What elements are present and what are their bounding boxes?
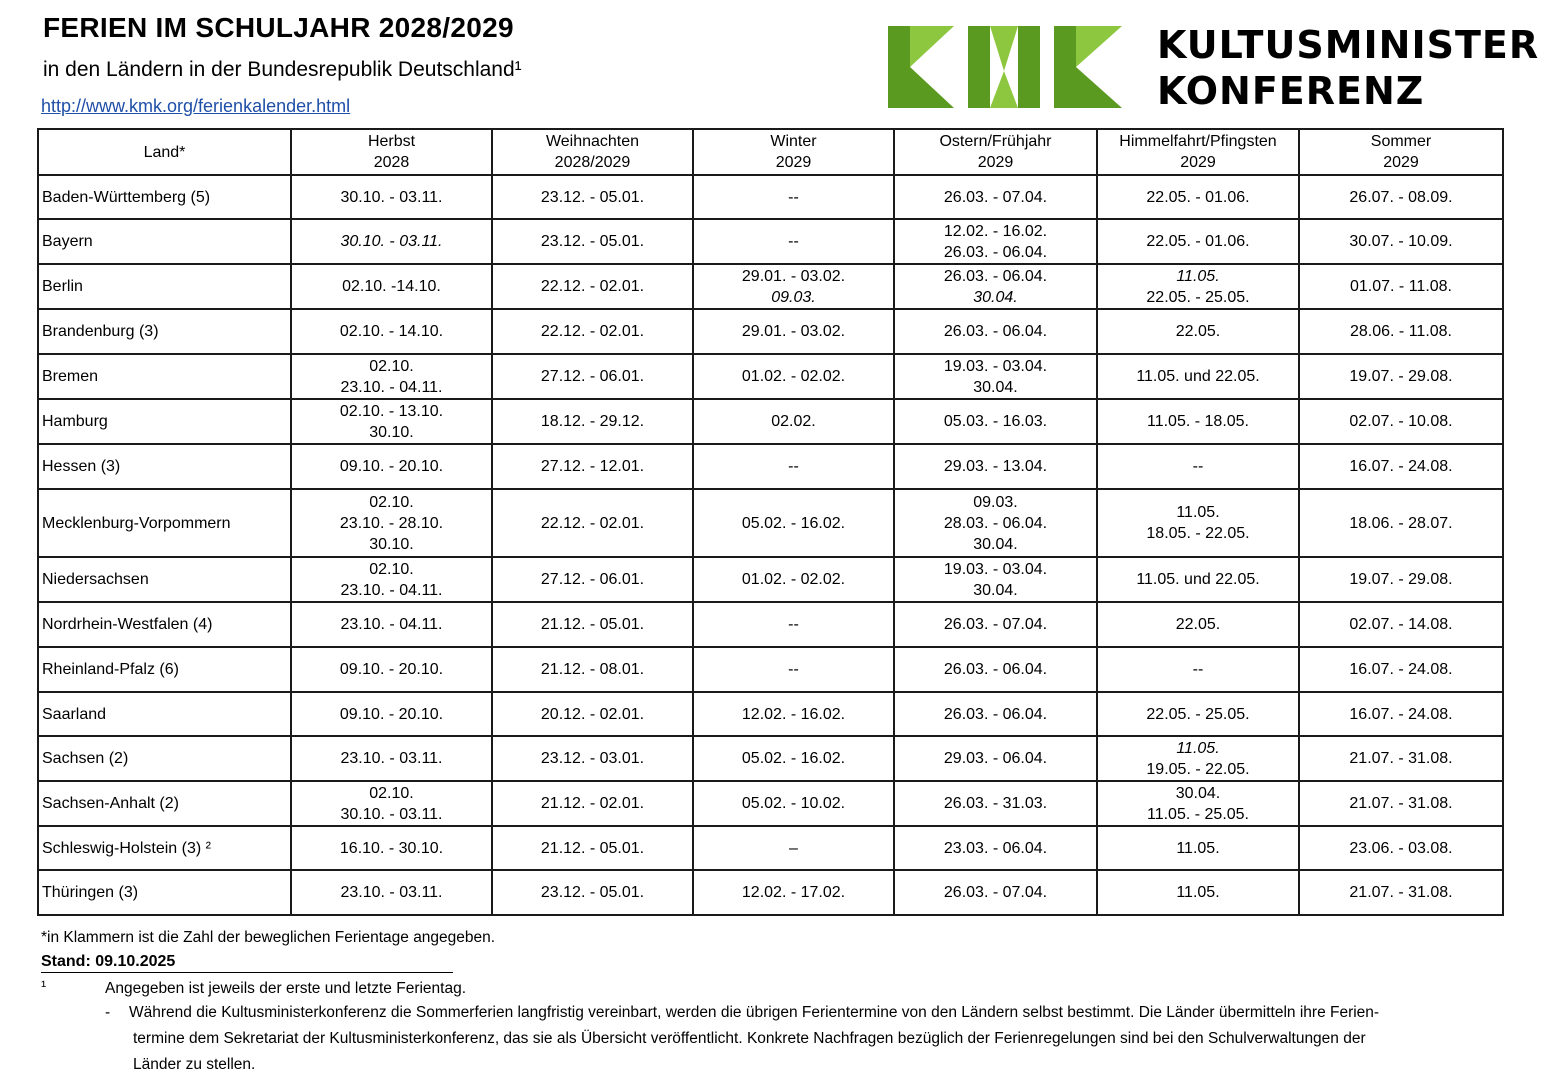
- table-row: [38, 647, 1503, 692]
- cell-line: 09.10. - 20.10.: [339, 661, 444, 678]
- land-cell: Bremen: [38, 354, 291, 399]
- herbst-cell: [291, 736, 492, 781]
- herbst-cell: [291, 444, 492, 489]
- winter-cell: [693, 781, 894, 826]
- sommer-cell: [1299, 444, 1503, 489]
- column-header-winter: Winter 2029: [693, 129, 894, 175]
- cell-line: 05.03. - 16.03.: [943, 413, 1048, 430]
- cell-line: 21.12. - 08.01.: [540, 661, 645, 678]
- footnote-bullet-line-2: termine dem Sekretariat der Kultusministerkonferenz, das sie als Übersicht veröffentlicht. Konkrete Nachfragen bezüglich der Ferienregelungen sind bei den Schulverwaltungen der: [133, 1030, 1366, 1047]
- cell-line: 02.10. - 14.10.: [339, 323, 444, 340]
- winter-cell: [693, 692, 894, 736]
- cell-line: 21.12. - 05.01.: [540, 616, 645, 633]
- cell-line: 18.05. - 22.05.: [1146, 525, 1250, 542]
- cell-line: 23.10. - 03.11.: [340, 884, 443, 901]
- land-cell: Bayern: [38, 219, 291, 264]
- sommer-cell: [1299, 647, 1503, 692]
- sommer-cell: [1299, 264, 1503, 309]
- cell-line: 22.12. - 02.01.: [540, 278, 645, 295]
- cell-line: 11.05.: [1176, 839, 1220, 857]
- land-cell: Berlin: [38, 264, 291, 309]
- cell-line: 26.03. - 06.04.: [943, 661, 1048, 678]
- pfingsten-cell: [1097, 647, 1299, 692]
- weihnachten-cell: [492, 870, 693, 915]
- table-body: [38, 175, 1503, 915]
- weihnachten-cell: [492, 175, 693, 219]
- ostern-cell: [894, 309, 1097, 354]
- page-subtitle: in den Ländern in der Bundesrepublik Deutschland¹: [43, 58, 522, 81]
- footnote-bullet-line-1: Während die Kultusministerkonferenz die Sommerferien langfristig vereinbart, werden die übrigen Ferientermine von den Ländern selbst bestimmt. Die Länder übermitteln ihre Ferien-: [129, 1004, 1380, 1021]
- table-row: [38, 399, 1503, 444]
- pfingsten-cell: [1097, 175, 1299, 219]
- cell-line: 30.10. - 03.11.: [340, 805, 443, 823]
- logo-line-2: KONFERENZ: [1157, 69, 1425, 113]
- cell-line: 27.12. - 06.01.: [540, 571, 645, 588]
- cell-line: 02.02.: [771, 413, 816, 430]
- table-row: [38, 826, 1503, 870]
- sommer-cell: [1299, 602, 1503, 647]
- cell-line: 30.07. - 10.09.: [1349, 233, 1453, 250]
- cell-line: 27.12. - 12.01.: [540, 458, 645, 475]
- cell-line: 12.02. - 16.02.: [741, 705, 846, 723]
- ostern-cell: [894, 647, 1097, 692]
- cell-line: --: [788, 458, 799, 475]
- cell-line: 11.05.: [1176, 739, 1220, 757]
- cell-line: 26.07. - 08.09.: [1349, 188, 1453, 206]
- herbst-cell: [291, 219, 492, 264]
- cell-line: 22.05. - 01.06.: [1146, 188, 1250, 206]
- land-cell: Sachsen-Anhalt (2): [38, 781, 291, 826]
- sommer-cell: [1299, 309, 1503, 354]
- land-cell: Nordrhein-Westfalen (4): [38, 602, 291, 647]
- footnote-1-mark: ¹: [41, 978, 47, 995]
- herbst-cell: [291, 647, 492, 692]
- pfingsten-cell: [1097, 399, 1299, 444]
- table-row: [38, 444, 1503, 489]
- cell-line: 05.02. - 16.02.: [741, 514, 846, 532]
- winter-cell: [693, 444, 894, 489]
- pfingsten-cell: [1097, 826, 1299, 870]
- cell-line: 01.07. - 11.08.: [1350, 278, 1452, 295]
- land-cell: Brandenburg (3): [38, 309, 291, 354]
- kmk-logo-text: [1157, 22, 1539, 114]
- land-cell: Sachsen (2): [38, 736, 291, 781]
- cell-line: 22.12. - 02.01.: [540, 323, 645, 340]
- sommer-cell: [1299, 870, 1503, 915]
- stand-date: Stand: 09.10.2025: [41, 953, 453, 973]
- cell-line: 05.02. - 10.02.: [741, 795, 846, 812]
- cell-line: 23.10. - 04.11.: [340, 378, 443, 396]
- footnote-bullet-line-3: Länder zu stellen.: [133, 1056, 256, 1073]
- cell-line: 26.03. - 07.04.: [943, 616, 1048, 633]
- sommer-cell: [1299, 175, 1503, 219]
- footnote-bullet-mark: -: [105, 1004, 111, 1021]
- cell-line: 09.03.: [973, 493, 1018, 511]
- cell-line: 23.10. - 28.10.: [339, 514, 444, 532]
- table-header-row: [38, 129, 1503, 175]
- cell-line: 26.03. - 06.04.: [943, 323, 1048, 340]
- weihnachten-cell: [492, 826, 693, 870]
- cell-line: 02.07. - 14.08.: [1349, 616, 1453, 633]
- cell-line: 28.06. - 11.08.: [1350, 323, 1452, 340]
- winter-cell: [693, 219, 894, 264]
- cell-line: 26.03. - 31.03.: [943, 795, 1048, 812]
- pfingsten-cell: [1097, 692, 1299, 736]
- land-cell: Niedersachsen: [38, 557, 291, 602]
- weihnachten-cell: [492, 489, 693, 557]
- column-header-herbst: Herbst 2028: [291, 129, 492, 175]
- cell-line: 23.10. - 04.11.: [340, 581, 443, 599]
- cell-line: 11.05.: [1176, 504, 1220, 521]
- cell-line: 18.12. - 29.12.: [540, 413, 645, 430]
- sommer-cell: [1299, 354, 1503, 399]
- cell-line: 21.07. - 31.08.: [1349, 884, 1453, 901]
- ostern-cell: [894, 264, 1097, 309]
- cell-line: 22.05.: [1175, 323, 1221, 340]
- ostern-cell: [894, 557, 1097, 602]
- winter-cell: [693, 399, 894, 444]
- winter-cell: [693, 602, 894, 647]
- cell-line: 22.05.: [1175, 616, 1221, 633]
- ostern-cell: [894, 354, 1097, 399]
- cell-line: --: [1192, 458, 1204, 475]
- cell-line: 12.02. - 17.02.: [741, 884, 846, 901]
- sommer-cell: [1299, 692, 1503, 736]
- cell-line: 16.07. - 24.08.: [1349, 705, 1453, 723]
- cell-line: 26.03. - 07.04.: [943, 884, 1048, 901]
- sommer-cell: [1299, 399, 1503, 444]
- winter-cell: [693, 736, 894, 781]
- winter-cell: [693, 870, 894, 915]
- ferienkalender-link[interactable]: http://www.kmk.org/ferienkalender.html: [41, 96, 351, 116]
- ostern-cell: [894, 692, 1097, 736]
- cell-line: 30.04.: [973, 288, 1018, 306]
- column-header-ostern: Ostern/Frühjahr 2029: [894, 129, 1097, 175]
- pfingsten-cell: [1097, 264, 1299, 309]
- cell-line: --: [788, 661, 799, 678]
- cell-line: –: [789, 839, 798, 857]
- weihnachten-cell: [492, 557, 693, 602]
- table-row: [38, 781, 1503, 826]
- cell-line: 16.07. - 24.08.: [1349, 458, 1453, 475]
- land-cell: Hamburg: [38, 399, 291, 444]
- cell-line: 19.03. - 03.04.: [943, 560, 1048, 578]
- asterisk-note: *in Klammern ist die Zahl der beweglichen Ferientage angegeben.: [41, 929, 496, 946]
- ostern-cell: [894, 781, 1097, 826]
- cell-line: 29.03. - 13.04.: [943, 458, 1048, 475]
- land-cell: Schleswig-Holstein (3) ²: [38, 826, 291, 870]
- winter-cell: [693, 826, 894, 870]
- cell-line: --: [1192, 661, 1204, 678]
- cell-line: 09.03.: [771, 288, 816, 306]
- pfingsten-cell: [1097, 781, 1299, 826]
- table-row: [38, 602, 1503, 647]
- land-cell: Mecklenburg-Vorpommern: [38, 489, 291, 557]
- cell-line: 19.07. - 29.08.: [1349, 368, 1453, 385]
- table-row: [38, 219, 1503, 264]
- table-row: [38, 736, 1503, 781]
- ostern-cell: [894, 489, 1097, 557]
- cell-line: 30.10.: [369, 423, 414, 441]
- pfingsten-cell: [1097, 444, 1299, 489]
- cell-line: 02.10.: [369, 560, 414, 578]
- weihnachten-cell: [492, 647, 693, 692]
- cell-line: 01.02. - 02.02.: [741, 571, 846, 588]
- cell-line: 21.07. - 31.08.: [1349, 750, 1453, 767]
- cell-line: 22.05. - 01.06.: [1146, 233, 1250, 250]
- cell-line: 02.10.: [369, 493, 414, 511]
- ostern-cell: [894, 219, 1097, 264]
- footnote-1-text: Angegeben ist jeweils der erste und letzte Ferientag.: [105, 980, 467, 997]
- winter-cell: [693, 264, 894, 309]
- weihnachten-cell: [492, 399, 693, 444]
- weihnachten-cell: [492, 219, 693, 264]
- cell-line: 23.10. - 03.11.: [340, 750, 443, 767]
- logo-line-1: KULTUSMINISTER: [1157, 23, 1540, 67]
- pfingsten-cell: [1097, 870, 1299, 915]
- herbst-cell: [291, 354, 492, 399]
- cell-line: 09.10. - 20.10.: [339, 705, 444, 723]
- ostern-cell: [894, 736, 1097, 781]
- pfingsten-cell: [1097, 557, 1299, 602]
- kmk-logo-icon: [888, 26, 1128, 108]
- cell-line: 02.10. -14.10.: [342, 278, 441, 295]
- cell-line: 19.05. - 22.05.: [1146, 760, 1250, 778]
- herbst-cell: [291, 781, 492, 826]
- cell-line: 02.10. - 13.10.: [339, 402, 444, 420]
- herbst-cell: [291, 399, 492, 444]
- cell-line: --: [788, 188, 799, 206]
- cell-line: 01.02. - 02.02.: [741, 368, 846, 385]
- cell-line: 27.12. - 06.01.: [540, 368, 645, 385]
- cell-line: 16.10. - 30.10.: [339, 839, 444, 857]
- cell-line: 30.10. - 03.11.: [340, 188, 443, 206]
- table-row: [38, 175, 1503, 219]
- cell-line: 02.10.: [369, 784, 414, 802]
- winter-cell: [693, 354, 894, 399]
- cell-line: 30.04.: [973, 378, 1018, 396]
- cell-line: 28.03. - 06.04.: [943, 514, 1048, 532]
- cell-line: 30.04.: [973, 581, 1018, 599]
- land-cell: Hessen (3): [38, 444, 291, 489]
- herbst-cell: [291, 309, 492, 354]
- table-row: [38, 309, 1503, 354]
- cell-line: 23.12. - 05.01.: [540, 884, 645, 901]
- cell-line: 11.05. - 25.05.: [1147, 805, 1249, 823]
- cell-line: 21.12. - 05.01.: [540, 839, 645, 857]
- herbst-cell: [291, 602, 492, 647]
- land-cell: Saarland: [38, 692, 291, 736]
- table-row: [38, 489, 1503, 557]
- cell-line: 16.07. - 24.08.: [1349, 661, 1453, 678]
- column-header-weihnachten: Weihnachten 2028/2029: [492, 129, 693, 175]
- cell-line: 22.05. - 25.05.: [1146, 288, 1250, 306]
- pfingsten-cell: [1097, 219, 1299, 264]
- page-title: FERIEN IM SCHULJAHR 2028/2029: [43, 12, 514, 43]
- cell-line: 26.03. - 07.04.: [943, 188, 1048, 206]
- cell-line: 23.03. - 06.04.: [943, 839, 1048, 857]
- cell-line: 02.07. - 10.08.: [1349, 413, 1453, 430]
- cell-line: 02.10.: [369, 357, 414, 375]
- ostern-cell: [894, 175, 1097, 219]
- cell-line: 29.01. - 03.02.: [741, 323, 846, 340]
- weihnachten-cell: [492, 444, 693, 489]
- cell-line: 30.10.: [369, 535, 414, 553]
- winter-cell: [693, 647, 894, 692]
- cell-line: 23.12. - 05.01.: [540, 188, 645, 206]
- cell-line: 21.07. - 31.08.: [1349, 795, 1453, 812]
- cell-line: 20.12. - 02.01.: [540, 705, 645, 723]
- weihnachten-cell: [492, 781, 693, 826]
- land-cell: Thüringen (3): [38, 870, 291, 915]
- pfingsten-cell: [1097, 489, 1299, 557]
- ostern-cell: [894, 826, 1097, 870]
- pfingsten-cell: [1097, 354, 1299, 399]
- ostern-cell: [894, 399, 1097, 444]
- cell-line: 11.05.: [1176, 884, 1220, 901]
- cell-line: 29.01. - 03.02.: [741, 267, 846, 285]
- ostern-cell: [894, 602, 1097, 647]
- land-cell: Rheinland-Pfalz (6): [38, 647, 291, 692]
- land-cell: Baden-Württemberg (5): [38, 175, 291, 219]
- sommer-cell: [1299, 736, 1503, 781]
- cell-line: 30.04.: [973, 535, 1018, 553]
- cell-line: 26.03. - 06.04.: [943, 705, 1048, 723]
- herbst-cell: [291, 870, 492, 915]
- table-row: [38, 692, 1503, 736]
- cell-line: 11.05. - 18.05.: [1147, 413, 1249, 430]
- cell-line: 05.02. - 16.02.: [741, 750, 846, 767]
- cell-line: 11.05.: [1176, 267, 1220, 285]
- ostern-cell: [894, 870, 1097, 915]
- column-header-land: Land*: [38, 129, 291, 175]
- pfingsten-cell: [1097, 309, 1299, 354]
- cell-line: 26.03. - 06.04.: [943, 267, 1048, 285]
- cell-line: 30.04.: [1175, 784, 1221, 802]
- cell-line: 22.05. - 25.05.: [1146, 705, 1250, 723]
- cell-line: 22.12. - 02.01.: [540, 514, 645, 532]
- winter-cell: [693, 175, 894, 219]
- cell-line: 18.06. - 28.07.: [1349, 514, 1453, 532]
- column-header-sommer: Sommer 2029: [1299, 129, 1503, 175]
- cell-line: 11.05. und 22.05.: [1136, 571, 1260, 588]
- table-row: [38, 264, 1503, 309]
- cell-line: --: [788, 233, 799, 250]
- pfingsten-cell: [1097, 736, 1299, 781]
- cell-line: 21.12. - 02.01.: [540, 795, 645, 812]
- cell-line: 30.10. - 03.11.: [340, 233, 443, 250]
- weihnachten-cell: [492, 736, 693, 781]
- winter-cell: [693, 557, 894, 602]
- pfingsten-cell: [1097, 602, 1299, 647]
- cell-line: 23.06. - 03.08.: [1349, 839, 1453, 857]
- herbst-cell: [291, 557, 492, 602]
- herbst-cell: [291, 264, 492, 309]
- cell-line: --: [788, 616, 799, 633]
- cell-line: 29.03. - 06.04.: [943, 750, 1048, 767]
- cell-line: 26.03. - 06.04.: [943, 243, 1048, 261]
- ferien-table: [37, 128, 1504, 916]
- herbst-cell: [291, 175, 492, 219]
- cell-line: 23.12. - 03.01.: [540, 750, 645, 767]
- sommer-cell: [1299, 781, 1503, 826]
- table-row: [38, 557, 1503, 602]
- weihnachten-cell: [492, 692, 693, 736]
- sommer-cell: [1299, 219, 1503, 264]
- weihnachten-cell: [492, 309, 693, 354]
- herbst-cell: [291, 826, 492, 870]
- winter-cell: [693, 489, 894, 557]
- cell-line: 09.10. - 20.10.: [339, 458, 444, 475]
- herbst-cell: [291, 489, 492, 557]
- column-header-pfingsten: Himmelfahrt/Pfingsten 2029: [1097, 129, 1299, 175]
- cell-line: 23.12. - 05.01.: [540, 233, 645, 250]
- cell-line: 19.03. - 03.04.: [943, 357, 1048, 375]
- sommer-cell: [1299, 826, 1503, 870]
- cell-line: 19.07. - 29.08.: [1349, 571, 1453, 588]
- winter-cell: [693, 309, 894, 354]
- table-row: [38, 870, 1503, 915]
- ostern-cell: [894, 444, 1097, 489]
- sommer-cell: [1299, 489, 1503, 557]
- cell-line: 12.02. - 16.02.: [943, 222, 1048, 240]
- herbst-cell: [291, 692, 492, 736]
- cell-line: 11.05. und 22.05.: [1136, 368, 1260, 385]
- sommer-cell: [1299, 557, 1503, 602]
- table-row: [38, 354, 1503, 399]
- weihnachten-cell: [492, 602, 693, 647]
- weihnachten-cell: [492, 264, 693, 309]
- cell-line: 23.10. - 04.11.: [340, 616, 443, 633]
- weihnachten-cell: [492, 354, 693, 399]
